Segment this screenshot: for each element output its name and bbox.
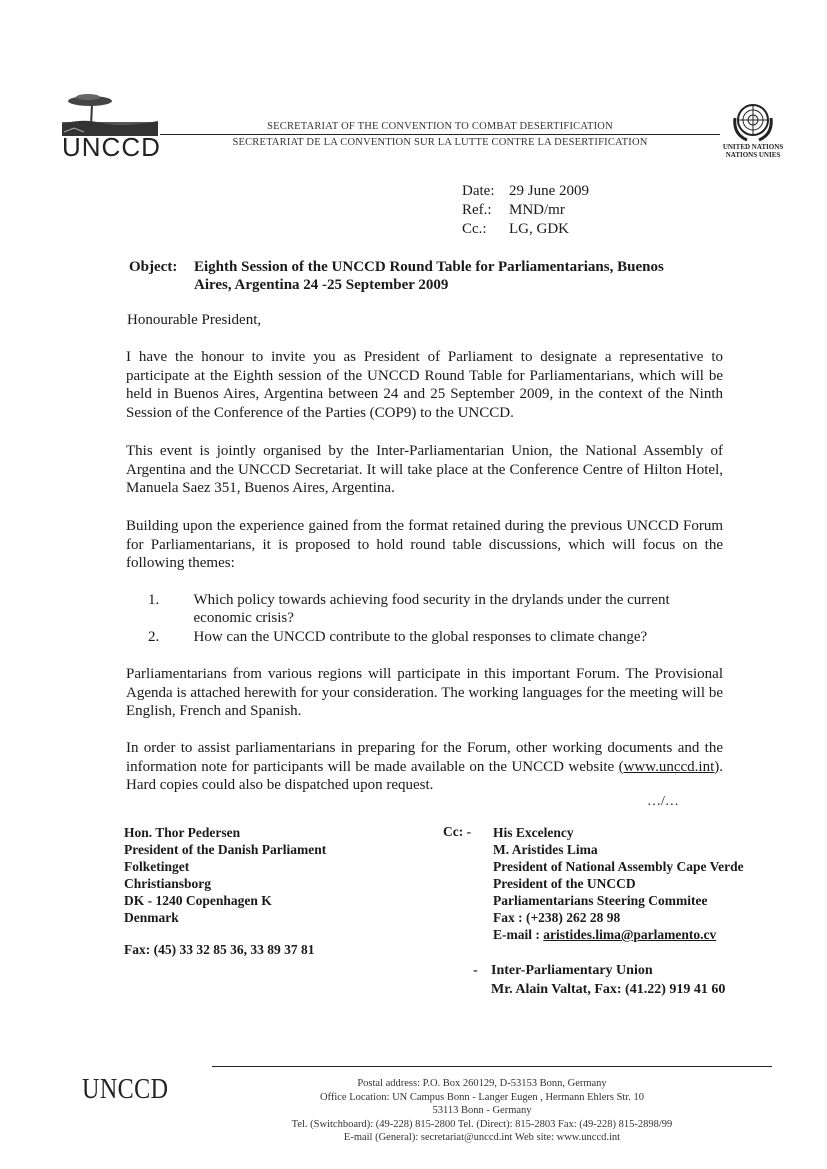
- salutation: Honourable President,: [127, 312, 262, 328]
- header-rule: [160, 134, 720, 135]
- website-link[interactable]: (www.unccd.int): [618, 758, 720, 775]
- reference-block: Date: 29 June 2009 Ref.: MND/mr Cc.: LG, GDK: [462, 183, 589, 237]
- cc-recipient-block: His Excelency M. Aristides Lima President of National Assembly Cape Verde President of the UNCCD Parliamentarians Steering Commitee Fax : (+238) 262 28 98 E-mail : aristides.lima@parlamento.cv: [493, 825, 744, 942]
- continuation-mark: …/…: [647, 794, 679, 809]
- secretariat-title-en: SECRETARIAT OF THE CONVENTION TO COMBAT DESERTIFICATION: [267, 121, 613, 132]
- footer-logo-text: UNCCD: [82, 1074, 169, 1105]
- paragraph-themes-intro: Building upon the experience gained from the format retained during the previous UNCCD Forum for Parliamentarians, it is proposed to hold round table discussions, which will focus on the following themes:: [126, 518, 723, 571]
- ref-value: MND/mr: [509, 202, 565, 218]
- list-dash: -: [473, 963, 478, 978]
- unccd-tree-logo: [62, 92, 158, 136]
- paragraph-documents: In order to assist parliamentarians in preparing for the Forum, other working documents and the information note for participants will be made available on the UNCCD website (www.unccd.int). Hard copies could also be dispatched upon request.: [126, 740, 724, 793]
- list-item: 2. How can the UNCCD contribute to the global responses to climate change?: [148, 629, 648, 645]
- email-link[interactable]: aristides.lima@parlamento.cv: [543, 927, 717, 942]
- ipu-recipient-block: Inter-Parliamentary Union Mr. Alain Valtat, Fax: (41.22) 919 41 60: [491, 963, 726, 997]
- list-item: 1. Which policy towards achieving food security in the drylands under the current economic crisis?: [148, 592, 670, 626]
- object-line: Object: Eighth Session of the UNCCD Round Table for Parliamentarians, Buenos Aires, Argentina 24 -25 September 2009: [129, 259, 664, 293]
- date-value: 29 June 2009: [509, 183, 589, 199]
- secretariat-title-fr: SECRETARIAT DE LA CONVENTION SUR LA LUTTE CONTRE LA DESERTIFICATION: [232, 137, 648, 148]
- cc-label: Cc: -: [443, 824, 472, 839]
- addressee-block: Hon. Thor Pedersen President of the Danish Parliament Folketinget Christiansborg DK - 1240 Copenhagen K Denmark: [124, 825, 327, 925]
- paragraph-event: This event is jointly organised by the Inter-Parliamentarian Union, the National Assembly of Argentina and the UNCCD Secretariat. It will take place at the Conference Centre of Hilton Hotel, Manuela Saez 351, Buenos Aires, Argentina.: [126, 443, 723, 496]
- unccd-logo-text: UNCCD: [62, 132, 161, 162]
- footer-rule: [212, 1066, 772, 1067]
- footer-address: Postal address: P.O. Box 260129, D-53153 Bonn, Germany Office Location: UN Campus Bonn - Langer Eugen , Hermann Ehlers Str. 10 53113 Bonn - Germany Tel. (Switchboard): (49-228) 815-2800 Tel. (Direct): 815-2803 Fax: (49-228) 815-2898/99 E-mail (General): secretariat@unccd.int Web site: www.unccd.int: [291, 1078, 673, 1143]
- themes-list: [148, 591, 708, 647]
- paragraph-participants: Parliamentarians from various regions will participate in this important Forum. The Provisional Agenda is attached herewith for your consideration. The working languages for the meeting will be English, French and Spanish.: [126, 666, 723, 719]
- un-label: UNITED NATIONS NATIONS UNIES: [722, 143, 784, 159]
- paragraph-invitation: I have the honour to invite you as President of Parliament to designate a representative to participate at the Eighth session of the UNCCD Round Table for Parliamentarians, which will be held in Buenos Aires, Argentina between 24 and 25 September 2009, in the context of the Ninth Session of the Conference of the Parties (COP9) to the UNCCD.: [126, 349, 723, 421]
- un-emblem-icon: [729, 98, 777, 144]
- cc-value: LG, GDK: [509, 221, 569, 237]
- addressee-fax: Fax: (45) 33 32 85 36, 33 89 37 81: [124, 942, 315, 957]
